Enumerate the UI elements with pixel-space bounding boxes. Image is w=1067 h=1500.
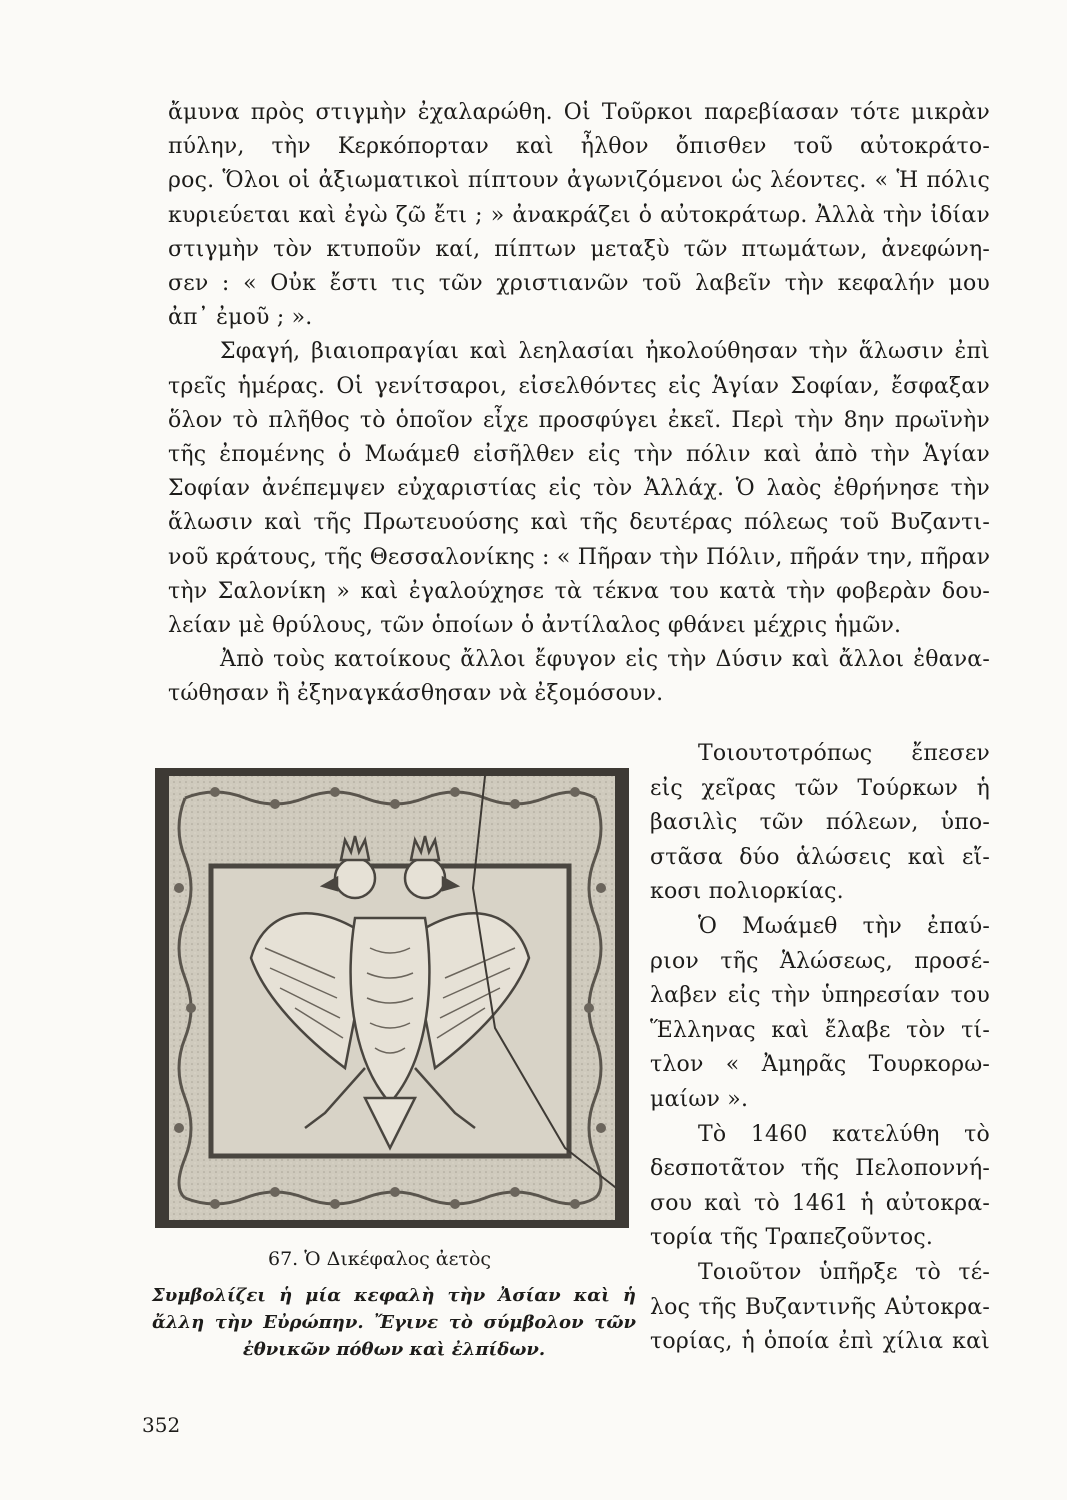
text-line: ἄμυνα πρὸς στιγμὴν ἐχαλαρώθη. Οἱ Τοῦρκοι παρεβίασαν τότε μικρὰν [168,100,990,125]
text-line: δεσποτᾶτον τῆς Πελοποννή- [650,1156,990,1182]
text-line: τλον « Ἀμηρᾶς Τουρκορω- [650,1052,990,1078]
text-line: πύλην, τὴν Κερκόπορταν καὶ ἦλθον ὄπισθεν τοῦ αὐτοκράτο- [168,134,990,160]
text-line: λαβεν εἰς τὴν ὑπηρεσίαν του [650,983,990,1009]
text-line: εἰς χεῖρας τῶν Τούρκων ἡ [650,775,990,801]
text-line: Ὁ Μωάμεθ τὴν ἐπαύ- [698,913,990,939]
text-line: τὴν Σαλονίκη » καὶ ἐγαλούχησε τὰ τέκνα του κατὰ τὴν φοβερὰν δου- [168,578,990,604]
figure-caption-title: 67. Ὁ Δικέφαλος ἀετὸς [268,1248,492,1270]
text-line: λείαν μὲ θρύλους, τῶν ὁποίων ὁ ἀντίλαλος φθάνει μέχρις ἡμῶν. [168,613,902,639]
text-line: τῆς ἐπομένης ὁ Μωάμεθ εἰσῆλθεν εἰς τὴν πόλιν καὶ ἀπὸ τὴν Ἁγίαν [168,442,990,468]
text-line: σου καὶ τὸ 1461 ἡ αὐτοκρα- [650,1190,990,1216]
text-line: βασιλὶς τῶν πόλεων, ὑπο- [650,810,990,836]
text-line: σεν : « Οὐκ ἔστι τις τῶν χριστιανῶν τοῦ λαβεῖν τὴν κεφαλήν μου [168,271,990,297]
text-line: κυριεύεται καὶ ἐγὼ ζῶ ἔτι ; » ἀνακράζει ὁ αὐτοκράτωρ. Ἀλλὰ τὴν ἰδίαν [168,202,990,228]
text-line: λος τῆς Βυζαντινῆς Αὐτοκρα- [650,1294,990,1320]
double-headed-eagle-relief [155,768,629,1228]
text-line: τώθησαν ἢ ἐξηναγκάσθησαν νὰ ἐξομόσουν. [168,681,664,707]
caption-line: ἄλλη τὴν Εὐρώπην. Ἔγινε τὸ σύμβολον τῶν [152,1312,636,1333]
main-text [168,96,990,712]
text-line: μαίων ». [650,1086,749,1112]
right-column-text [650,737,990,1360]
text-line: Τοιοῦτον ὑπῆρξε τὸ τέ- [698,1259,990,1285]
text-line: τορίας, ἡ ὁποία ἐπὶ χίλια καὶ [650,1329,990,1355]
text-line: κοσι πολιορκίας. [650,879,844,905]
caption-line: ἐθνικῶν πόθων καὶ ἐλπίδων. [242,1339,546,1360]
text-line: ριον τῆς Ἁλώσεως, προσέ- [650,948,990,974]
text-line: Σφαγή, βιαιοπραγίαι καὶ λεηλασίαι ἠκολούθησαν τὴν ἅλωσιν ἐπὶ [220,339,990,365]
text-line: νοῦ κράτους, τῆς Θεσσαλονίκης : « Πῆραν τὴν Πόλιν, πῆράν την, πῆραν [168,544,991,570]
text-line: Ἕλληνας καὶ ἔλαβε τὸν τί- [650,1017,990,1043]
text-line: ἀπ᾽ ἐμοῦ ; ». [168,305,313,331]
caption-line: Συμβολίζει ἡ μία κεφαλὴ τὴν Ἀσίαν καὶ ἡ [152,1285,636,1306]
text-line: τορία τῆς Τραπεζοῦντος. [650,1225,934,1251]
text-line: ρος. Ὅλοι οἱ ἀξιωματικοὶ πίπτουν ἀγωνιζόμενοι ὡς λέοντες. « Ἡ πόλις [168,168,990,194]
text-line: ὅλον τὸ πλῆθος τὸ ὁποῖον εἶχε προσφύγει ἐκεῖ. Περὶ τὴν 8ην πρωϊνὴν [168,407,990,433]
text-line: Τοιουτοτρόπως ἔπεσεν [698,741,990,766]
text-line: στιγμὴν τὸν κτυποῦν καί, πίπτων μεταξὺ τῶν πτωμάτων, ἀνεφώνη- [168,236,990,262]
text-line: Ἀπὸ τοὺς κατοίκους ἄλλοι ἔφυγον εἰς τὴν Δύσιν καὶ ἄλλοι ἐθανα- [220,647,990,673]
text-line: Σοφίαν ἀνέπεμψεν εὐχαριστίας εἰς τὸν Ἀλλάχ. Ὁ λαὸς ἐθρήνησε τὴν [168,476,990,502]
text-line: στᾶσα δύο ἁλώσεις καὶ εἴ- [650,844,990,870]
eagle-relief-image [155,768,629,1228]
text-line: ἅλωσιν καὶ τῆς Πρωτευούσης καὶ τῆς δευτέρας πόλεως τοῦ Βυζαντι- [168,510,990,536]
figure-caption [152,1282,636,1363]
page-number: 352 [142,1413,181,1437]
text-line: τρεῖς ἡμέρας. Οἱ γενίτσαροι, εἰσελθόντες εἰς Ἁγίαν Σοφίαν, ἔσφαξαν [168,373,990,399]
text-line: Τὸ 1460 κατελύθη τὸ [698,1121,990,1147]
